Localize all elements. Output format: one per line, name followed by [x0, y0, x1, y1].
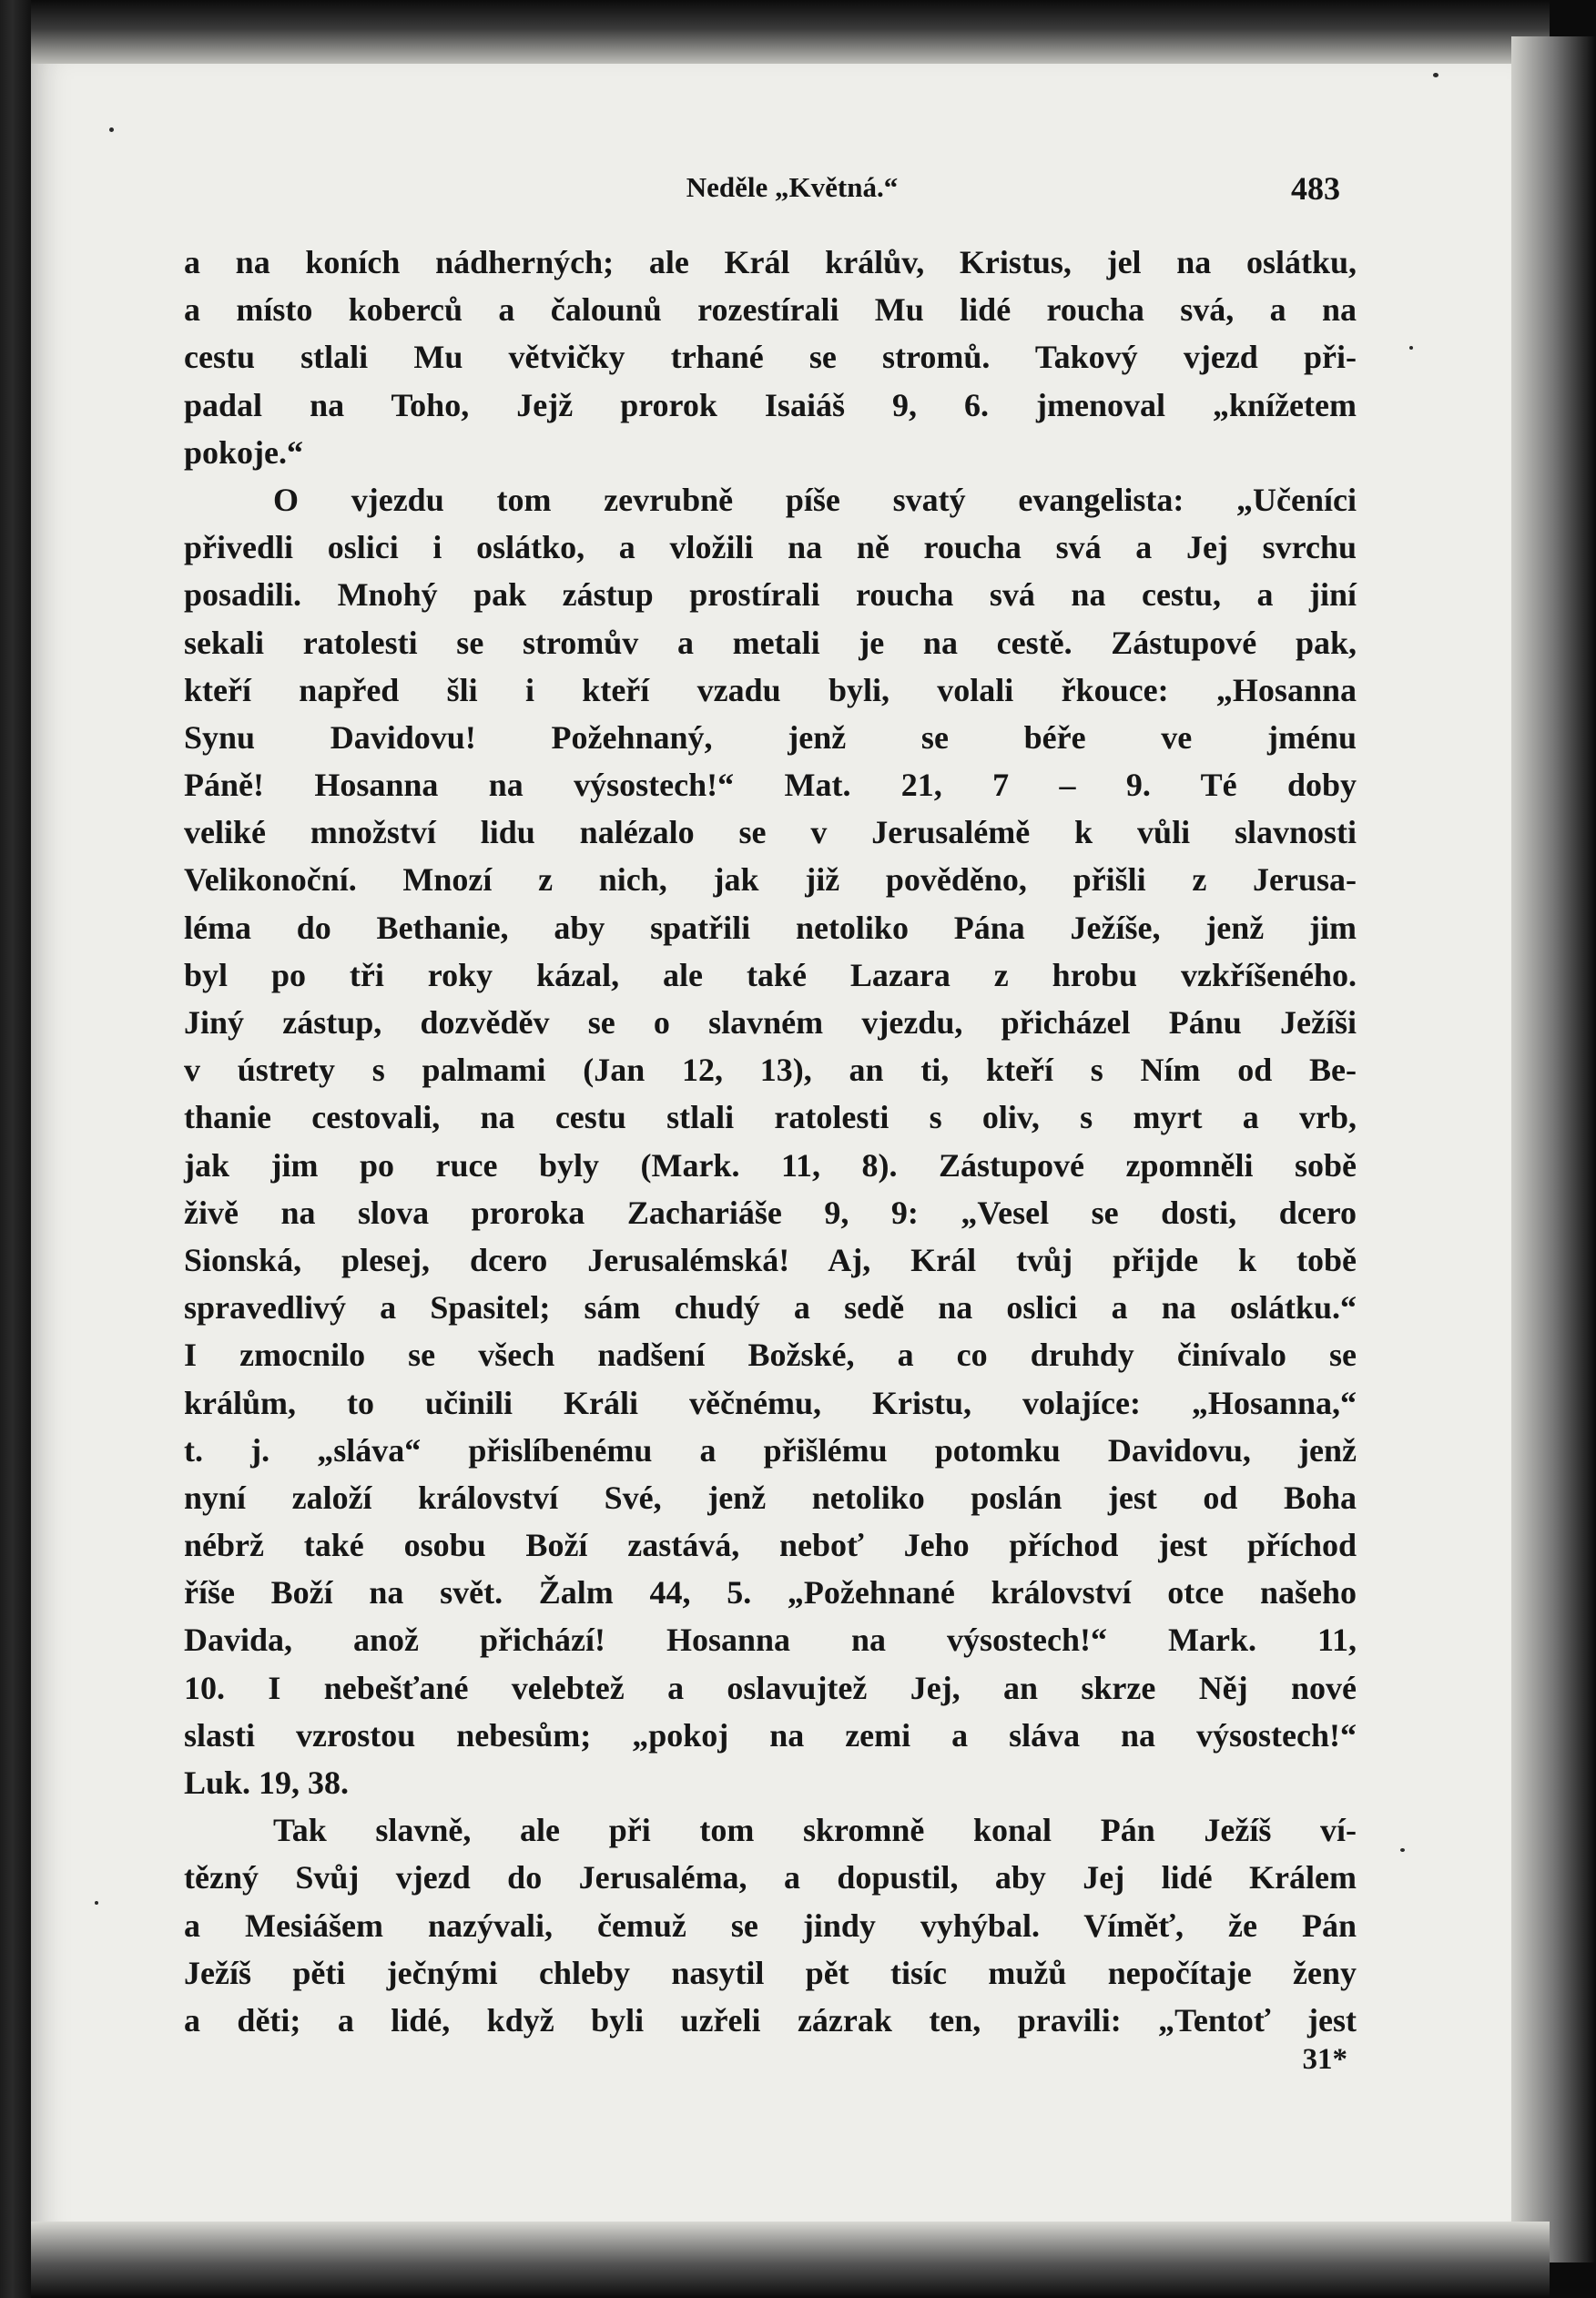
scan-speck — [1409, 346, 1413, 350]
page-bottom-edge — [31, 2222, 1550, 2298]
text-line: cestu stlali Mu větvičky trhané se stromů. Takový vjezd při- — [184, 339, 1357, 376]
text-line: sekali ratolesti se stromův a metali je na cestě. Zástupové pak, — [184, 624, 1357, 661]
scan-speck — [95, 1901, 98, 1905]
text-line: t. j. „sláva“ přislíbenému a přišlému potomku Davidovu, jenž — [184, 1431, 1357, 1469]
text-line: 10. I nebešťané velebtež a oslavujtež Jej, an skrze Něj nové — [184, 1669, 1357, 1706]
text-line: nébrž také osobu Boží zastává, neboť Jeho příchod jest příchod — [184, 1527, 1357, 1564]
text-line: přivedli oslici i oslátko, a vložili na ně roucha svá a Jej svrchu — [184, 529, 1357, 566]
scan-speck — [1433, 73, 1438, 77]
text-line: v ústrety s palmami (Jan 12, 13), an ti, kteří s Ním od Be- — [184, 1052, 1357, 1089]
text-line: říše Boží na svět. Žalm 44, 5. „Požehnané království otce našeho — [184, 1574, 1357, 1612]
page-top-edge — [31, 0, 1550, 64]
text-line: a děti; a lidé, když byli uzřeli zázrak ten, pravili: „Tentoť jest — [184, 2001, 1357, 2039]
text-line: veliké množství lidu nalézalo se v Jerusalémě k vůli slavnosti — [184, 814, 1357, 851]
text-line: Páně! Hosanna na výsostech!“ Mat. 21, 7 – 9. Té doby — [184, 767, 1357, 804]
body-text — [184, 239, 1357, 2044]
binding-edge — [0, 0, 31, 2298]
text-line: Synu Davidovu! Požehnaný, jenž se béře ve jménu — [184, 718, 1357, 756]
text-line: Sionská, plesej, dcero Jerusalémská! Aj, Král tvůj přijde k tobě — [184, 1241, 1357, 1278]
text-line: živě na slova proroka Zachariáše 9, 9: „Vesel se dosti, dcero — [184, 1194, 1357, 1231]
text-line: Davida, anož přichází! Hosanna na výsostech!“ Mark. 11, — [184, 1622, 1357, 1659]
text-line: Jiný zástup, dozvěděv se o slavném vjezdu, přicházel Pánu Ježíši — [184, 1004, 1357, 1041]
text-line: pokoje.“ — [184, 433, 304, 471]
page-number: 483 — [1291, 170, 1340, 207]
text-line: I zmocnilo se všech nadšení Božské, a co druhdy činívalo se — [184, 1337, 1357, 1374]
text-line: posadili. Mnohý pak zástup prostírali roucha svá na cestu, a jiní — [184, 576, 1357, 614]
text-line: byl po tři roky kázal, ale také Lazara z hrobu vzkříšeného. — [184, 956, 1357, 993]
running-title: Neděle „Květná.“ — [686, 171, 899, 203]
text-line: slasti vzrostou nebesům; „pokoj na zemi a sláva na výsostech!“ — [184, 1716, 1357, 1754]
text-line: kteří napřed šli i kteří vzadu byli, volali řkouce: „Hosanna — [184, 671, 1357, 708]
text-line: nyní založí království Své, jenž netoliko poslán jest od Boha — [184, 1479, 1357, 1516]
text-line: a na koních nádherných; ale Král králův, Kristus, jel na oslátku, — [184, 244, 1357, 280]
text-line: a místo koberců a čalounů rozestírali Mu lidé roucha svá, a na — [184, 291, 1357, 329]
text-line: spravedlivý a Spasitel; sám chudý a sedě na oslici a na oslátku.“ — [184, 1289, 1357, 1327]
page-right-edge — [1511, 36, 1596, 2262]
text-line: thanie cestovali, na cestu stlali ratolesti s oliv, s myrt a vrb, — [184, 1099, 1357, 1136]
text-line: králům, to učinili Králi věčnému, Kristu, volajíce: „Hosanna,“ — [184, 1384, 1357, 1421]
text-line: Luk. 19, 38. — [184, 1764, 350, 1801]
scan-speck — [109, 127, 114, 132]
signature-mark: 31* — [1302, 2043, 1347, 2076]
text-line: Ježíš pěti ječnými chleby nasytil pět tisíc mužů nepočítaje ženy — [184, 1954, 1357, 1991]
text-line: léma do Bethanie, aby spatřili netoliko Pána Ježíše, jenž jim — [184, 909, 1357, 946]
text-line: Tak slavně, ale při tom skromně konal Pán Ježíš ví- — [273, 1812, 1357, 1849]
scan-speck — [1400, 1848, 1405, 1852]
text-line: tězný Svůj vjezd do Jerusaléma, a dopustil, aby Jej lidé Králem — [184, 1859, 1357, 1896]
text-line: jak jim po ruce byly (Mark. 11, 8). Zástupové zpomněli sobě — [184, 1146, 1357, 1184]
text-line: Velikonoční. Mnozí z nich, jak již pověděno, přišli z Jerusa- — [184, 861, 1357, 899]
text-line: padal na Toho, Jejž prorok Isaiáš 9, 6. jmenoval „knížetem — [184, 386, 1357, 423]
text-line: a Mesiášem nazývali, čemuž se jindy vyhýbal. Víměť, že Pán — [184, 1907, 1357, 1944]
text-line: O vjezdu tom zevrubně píše svatý evangelista: „Učeníci — [273, 481, 1357, 518]
